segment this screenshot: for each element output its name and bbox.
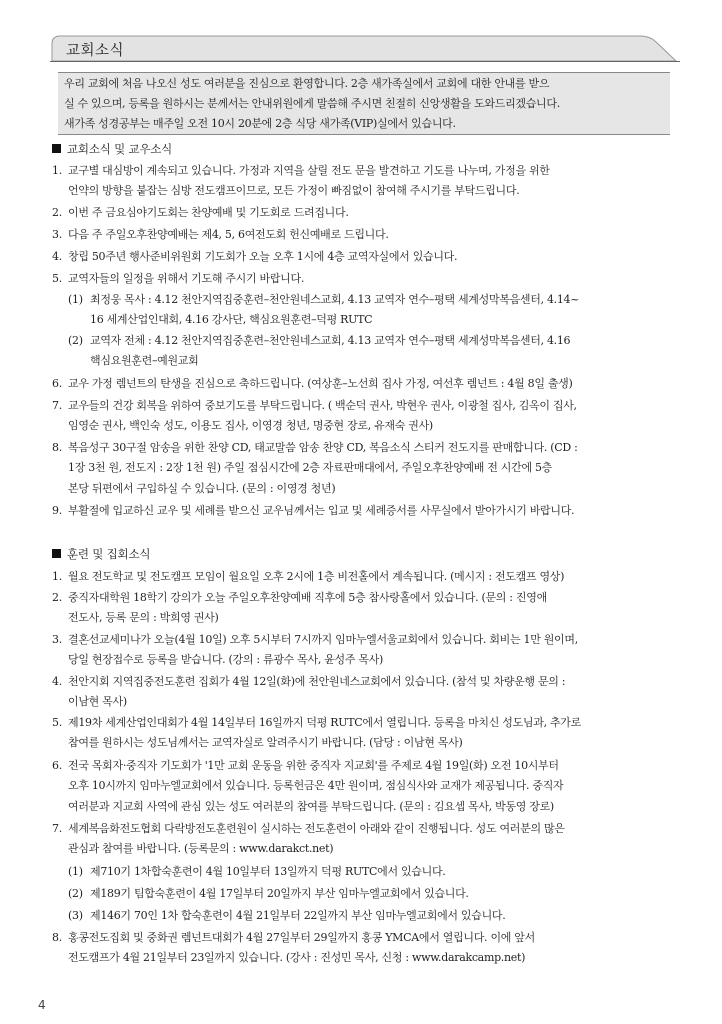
sub-item-text: 제710기 1차합숙훈련이 4월 10일부터 13일까지 덕평 RUTC에서 있습니다. [90, 865, 446, 878]
item-number: 7. [52, 399, 62, 412]
sub-item-text: 제146기 70인 1차 합숙훈련이 4월 21일부터 22일까지 부산 임마누엘교회에서 있습니다. [90, 909, 506, 922]
welcome-notice-box [58, 72, 670, 135]
item-text: 오후 10시까지 임마누엘교회에서 있습니다. 등록헌금은 4만 원이며, 점심식사와 교재가 제공됩니다. 중직자 [68, 779, 564, 793]
section-heading-text: 교회소식 및 교우소식 [67, 142, 173, 156]
item-text: 이남현 목사) [68, 695, 127, 709]
sub-item-number: (2) [68, 887, 83, 900]
item-text: 교우들의 건강 회복을 위하여 중보기도를 부탁드립니다. ( 백순덕 권사, 박현우 권사, 이광철 집사, 김옥이 집사, [68, 399, 577, 412]
page-number: 4 [38, 998, 46, 1012]
item-text: 이번 주 금요심야기도회는 찬양예배 및 기도회로 드려집니다. [68, 206, 349, 219]
item-text: 참여를 원하시는 성도님께서는 교역자실로 알려주시기 바랍니다. (담당 : 이남현 목사) [68, 736, 463, 750]
sub-item-number: (1) [68, 865, 83, 878]
welcome-line: 우리 교회에 처음 나오신 성도 여러분을 진심으로 환영합니다. 2층 새가족실에서 교회에 대한 안내를 받으 [64, 77, 550, 90]
item-text: 다음 주 주일오후찬양예배는 제4, 5, 6여전도회 헌신예배로 드립니다. [68, 228, 389, 241]
item-text: 관심과 참여를 바랍니다. (등록문의 : www.darakct.net) [68, 842, 334, 856]
item-text: 교역자들의 일정을 위해서 기도해 주시기 바랍니다. [68, 272, 305, 285]
sub-item-text: 최정웅 목사 : 4.12 천안지역집중훈련–천안원네스교회, 4.13 교역자 연수–평택 세계성막복음센터, 4.14~ [90, 293, 580, 306]
item-text: 임영순 권사, 백인숙 성도, 이용도 집사, 이영경 청년, 명중현 장로, 유재숙 권사) [68, 419, 433, 433]
item-text: 결혼선교세미나가 오늘(4월 10일) 오후 5시부터 7시까지 임마누엘서울교회에서 있습니다. 회비는 1만 원이며, [68, 633, 578, 646]
item-text: 전도캠프가 4월 21일부터 23일까지 있습니다. (강사 : 진성민 목사, 신청 : www.darakcamp.net) [68, 951, 526, 965]
item-number: 1. [52, 570, 62, 583]
sub-item-text: 교역자 전체 : 4.12 천안지역집중훈련–천안원네스교회, 4.13 교역자 연수–평택 세계성막복음센터, 4.16 [90, 334, 571, 347]
welcome-line: 실 수 있으며, 등록을 원하시는 분께서는 안내위원에게 말씀해 주시면 친절히 신앙생활을 도와드리겠습니다. [64, 97, 560, 110]
item-text: 전국 목회자·중직자 기도회가 '1만 교회 운동을 위한 중직자 지교회'를 주제로 4월 19일(화) 오전 10시부터 [68, 759, 559, 772]
item-number: 1. [52, 164, 62, 177]
item-text: 천안지회 지역집중전도훈련 집회가 4월 12일(화)에 천안원네스교회에서 있습니다. (참석 및 차량운행 문의 : [68, 675, 566, 688]
item-text: 제19차 세계산업인대회가 4월 14일부터 16일까지 덕평 RUTC에서 열립니다. 등록을 마치신 성도님과, 추가로 [68, 716, 581, 729]
item-number: 4. [52, 675, 62, 688]
page-title: 교회소식 [66, 43, 125, 59]
item-text: 복음성구 30구절 암송을 위한 찬양 CD, 태교말씀 암송 찬양 CD, 복음소식 스티커 전도지를 판매합니다. (CD : [68, 441, 578, 454]
section-heading-training-news [52, 546, 150, 562]
item-number: 7. [52, 822, 62, 835]
item-text: 교우 가정 렘넌트의 탄생을 진심으로 축하드립니다. (여상훈–노선희 집사 가정, 여선후 렘넌트 : 4월 8일 출생) [68, 377, 573, 390]
section-heading-text: 훈련 및 집회소식 [67, 547, 151, 561]
sub-item-number: (1) [68, 293, 83, 306]
sub-item-text: 제189기 팀합숙훈련이 4월 17일부터 20일까지 부산 임마누엘교회에서 있습니다. [90, 887, 469, 900]
item-text: 본당 뒤편에서 구입하실 수 있습니다. (문의 : 이영경 청년) [68, 481, 336, 495]
item-number: 6. [52, 759, 62, 772]
sub-item-number: (3) [68, 909, 83, 922]
item-text: 전도사, 등록 문의 : 박희영 권사) [68, 611, 219, 625]
item-number: 3. [52, 228, 62, 241]
item-text: 홍콩전도집회 및 중화권 렘넌트대회가 4월 27일부터 29일까지 홍콩 YMCA에서 열립니다. 이에 앞서 [68, 931, 535, 944]
header-tab-shape [50, 34, 680, 62]
section-heading-church-news [52, 141, 172, 157]
sub-item-number: (2) [68, 334, 83, 347]
item-number: 6. [52, 377, 62, 390]
item-number: 4. [52, 250, 62, 263]
sub-item-text: 16 세계산업인대회, 4.16 강사단, 핵심요원훈련–덕평 RUTC [90, 313, 373, 327]
item-number: 2. [52, 591, 62, 604]
sub-item-text: 핵심요원훈련–예원교회 [90, 354, 199, 368]
square-bullet-icon [52, 549, 61, 558]
item-text: 부활절에 입교하신 교우 및 세례를 받으신 교우님께서는 입교 및 세례증서를 사무실에서 받아가시기 바랍니다. [68, 504, 575, 517]
item-number: 5. [52, 272, 62, 285]
item-text: 월요 전도학교 및 전도캠프 모임이 월요일 오후 2시에 1층 비전홀에서 계속됩니다. (메시지 : 전도캠프 영상) [68, 570, 565, 583]
section-header-bar [50, 34, 680, 62]
welcome-line: 새가족 성경공부는 매주일 오전 10시 20분에 2층 식당 새가족(VIP)실에서 있습니다. [64, 117, 456, 130]
item-text: 창립 50주년 행사준비위원회 기도회가 오늘 오후 1시에 4층 교역자실에서 있습니다. [68, 250, 458, 263]
item-number: 3. [52, 633, 62, 646]
item-text: 당일 현장접수로 등록을 받습니다. (강의 : 류광수 목사, 윤성주 목사) [68, 653, 384, 667]
item-text: 중직자대학원 18학기 강의가 오늘 주일오후찬양예배 직후에 5층 참사랑홀에서 있습니다. (문의 : 진영애 [68, 591, 547, 604]
item-number: 5. [52, 716, 62, 729]
item-text: 세계복음화전도협회 다락방전도훈련원이 실시하는 전도훈련이 아래와 같이 진행됩니다. 성도 여러분의 많은 [68, 822, 565, 835]
item-text: 언약의 방향을 붙잡는 심방 전도캠프이므로, 모든 가정이 빠짐없이 참여해 주시기를 부탁드립니다. [68, 184, 520, 198]
item-number: 8. [52, 441, 62, 454]
item-number: 9. [52, 504, 62, 517]
item-text: 여러분과 지교회 사역에 관심 있는 성도 여러분의 참여를 부탁드립니다. (문의 : 김요셉 목사, 박동영 장로) [68, 799, 554, 813]
item-number: 8. [52, 931, 62, 944]
square-bullet-icon [52, 144, 61, 153]
item-text: 교구별 대심방이 계속되고 있습니다. 가정과 지역을 살릴 전도 문을 발견하고 기도를 나누며, 가정을 위한 [68, 164, 550, 177]
item-text: 1장 3천 원, 전도지 : 2장 1천 원) 주일 점심시간에 2층 자료판매대에서, 주일오후찬양예배 전 시간에 5층 [68, 461, 552, 475]
item-number: 2. [52, 206, 62, 219]
